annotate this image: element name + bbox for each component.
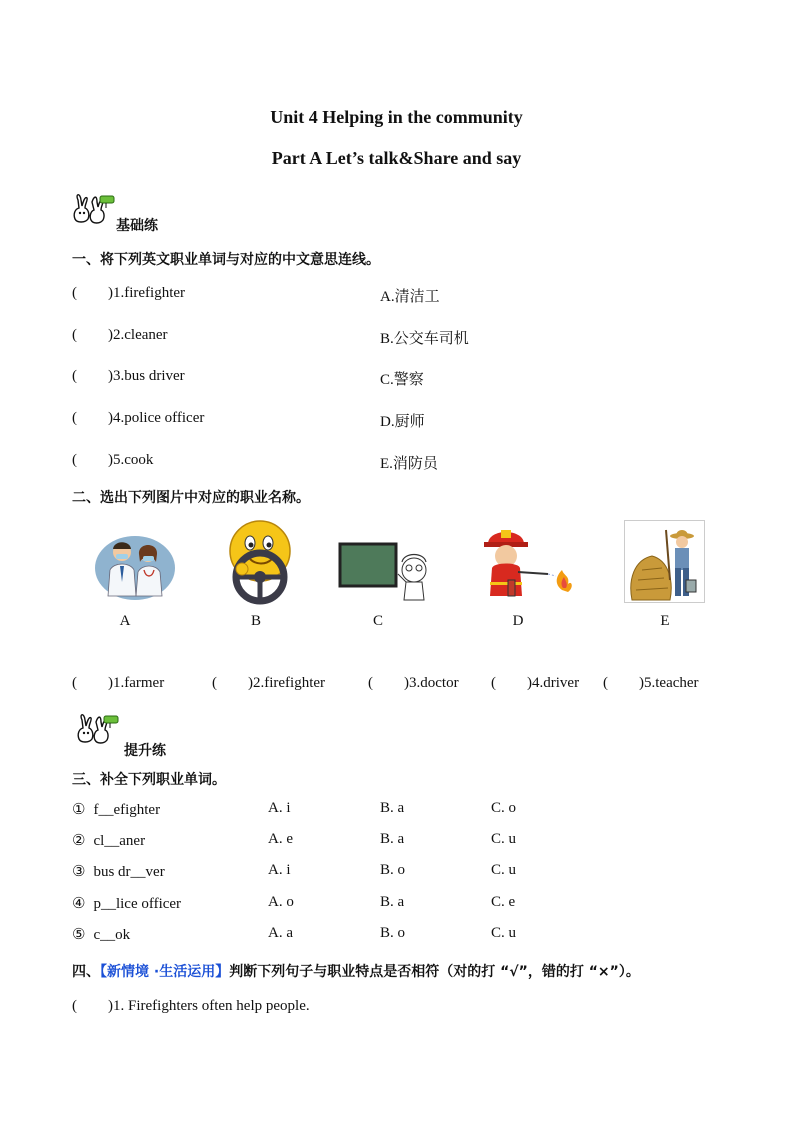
option-b[interactable]: B. o — [380, 925, 406, 941]
list-item — [72, 862, 165, 881]
list-item — [72, 285, 185, 302]
list-item — [72, 998, 310, 1015]
doctors-image — [94, 530, 176, 602]
occupation-word: )5.teacher — [639, 675, 699, 691]
answer-blank[interactable]: ( — [212, 675, 217, 691]
option-c[interactable]: C. u — [491, 831, 517, 847]
occupation-word: )2.firefighter — [248, 675, 326, 691]
section4-instruction: 判断下列句子与职业特点是否相符（对的打 “√”，错的打 “×”）。 — [229, 964, 640, 980]
statement-text: )1. Firefighters often help people. — [108, 998, 310, 1014]
chinese-option: C.警察 — [380, 372, 424, 388]
occupation-word: )3.doctor — [404, 675, 459, 691]
picture-label-b: B — [250, 613, 261, 629]
list-item — [603, 675, 699, 692]
answer-blank[interactable]: ( — [72, 327, 77, 343]
incomplete-word: cl__aner — [93, 833, 146, 849]
incomplete-word: bus dr__ver — [93, 864, 165, 880]
chinese-option: E.消防员 — [380, 456, 438, 472]
badge-basic: 基础练 — [116, 218, 158, 234]
farmer-image — [624, 520, 706, 604]
chinese-option: A.清洁工 — [380, 289, 440, 305]
chinese-option: D.厨师 — [380, 414, 425, 430]
answer-blank[interactable]: ( — [72, 998, 77, 1014]
item-number: ③ — [72, 864, 86, 880]
occupation-word: )4.driver — [527, 675, 580, 691]
page-title: Unit 4 Helping in the community — [270, 107, 523, 127]
item-number: ⑤ — [72, 927, 86, 943]
english-word: )4.police officer — [108, 410, 205, 426]
picture-label-d: D — [512, 613, 524, 629]
answer-blank[interactable]: ( — [72, 410, 77, 426]
option-b[interactable]: B. a — [380, 894, 405, 910]
list-item — [72, 452, 153, 469]
answer-blank[interactable]: ( — [72, 675, 77, 691]
page-subtitle: Part A Let’s talk&Share and say — [271, 148, 522, 168]
option-a[interactable]: A. e — [268, 831, 293, 847]
picture-doctors — [94, 530, 176, 607]
list-item — [72, 675, 164, 692]
section3-heading: 三、补全下列职业单词。 — [72, 772, 226, 788]
firefighter-image — [478, 520, 578, 604]
bunny-sticker-2 — [76, 712, 120, 751]
item-number: ④ — [72, 896, 86, 912]
option-c[interactable]: C. o — [491, 800, 517, 816]
incomplete-word: c__ok — [93, 927, 131, 943]
chinese-option: B.公交车司机 — [380, 331, 469, 347]
list-item — [72, 327, 168, 344]
occupation-word: )1.farmer — [108, 675, 165, 691]
answer-blank[interactable]: ( — [491, 675, 496, 691]
picture-label-e: E — [660, 613, 670, 629]
list-item — [72, 800, 160, 819]
list-item — [72, 894, 181, 913]
bunny-sticker-1 — [72, 192, 116, 231]
picture-farmer — [624, 520, 706, 609]
answer-blank[interactable]: ( — [368, 675, 373, 691]
section4-tag: 【新情境 ·生活运用】 — [100, 964, 230, 980]
option-a[interactable]: A. a — [268, 925, 293, 941]
english-word: )2.cleaner — [108, 327, 168, 343]
option-b[interactable]: B. a — [380, 831, 405, 847]
answer-blank[interactable]: ( — [603, 675, 608, 691]
option-b[interactable]: B. a — [380, 800, 405, 816]
list-item — [72, 410, 204, 427]
option-b[interactable]: B. o — [380, 862, 406, 878]
list-item — [212, 675, 325, 692]
option-c[interactable]: C. u — [491, 925, 517, 941]
item-number: ② — [72, 833, 86, 849]
picture-label-a: A — [119, 613, 131, 629]
picture-driver — [222, 517, 298, 610]
answer-blank[interactable]: ( — [72, 452, 77, 468]
bunny-icon — [72, 192, 116, 226]
option-a[interactable]: A. i — [268, 862, 291, 878]
badge-advanced: 提升练 — [124, 743, 166, 759]
option-c[interactable]: C. u — [491, 862, 517, 878]
list-item — [368, 675, 459, 692]
picture-label-c: C — [372, 613, 383, 629]
picture-firefighter — [478, 520, 578, 609]
item-number: ① — [72, 802, 86, 818]
english-word: )1.firefighter — [108, 285, 186, 301]
section4-heading — [72, 961, 640, 981]
option-a[interactable]: A. i — [268, 800, 291, 816]
section4-number: 四、 — [72, 964, 100, 980]
blackboard-teacher-image — [338, 540, 434, 604]
english-word: )5.cook — [108, 452, 154, 468]
list-item — [491, 675, 579, 692]
list-item — [72, 831, 145, 850]
section1-heading: 一、将下列英文职业单词与对应的中文意思连线。 — [72, 252, 380, 268]
incomplete-word: f__efighter — [93, 802, 161, 818]
picture-teacher — [338, 540, 434, 609]
steering-wheel-emoji-image — [222, 517, 298, 605]
bunny-icon — [76, 712, 120, 746]
answer-blank[interactable]: ( — [72, 368, 77, 384]
option-a[interactable]: A. o — [268, 894, 294, 910]
option-c[interactable]: C. e — [491, 894, 516, 910]
incomplete-word: p__lice officer — [93, 896, 182, 912]
english-word: )3.bus driver — [108, 368, 185, 384]
list-item — [72, 368, 185, 385]
list-item — [72, 925, 130, 944]
answer-blank[interactable]: ( — [72, 285, 77, 301]
section2-heading: 二、选出下列图片中对应的职业名称。 — [72, 490, 310, 506]
